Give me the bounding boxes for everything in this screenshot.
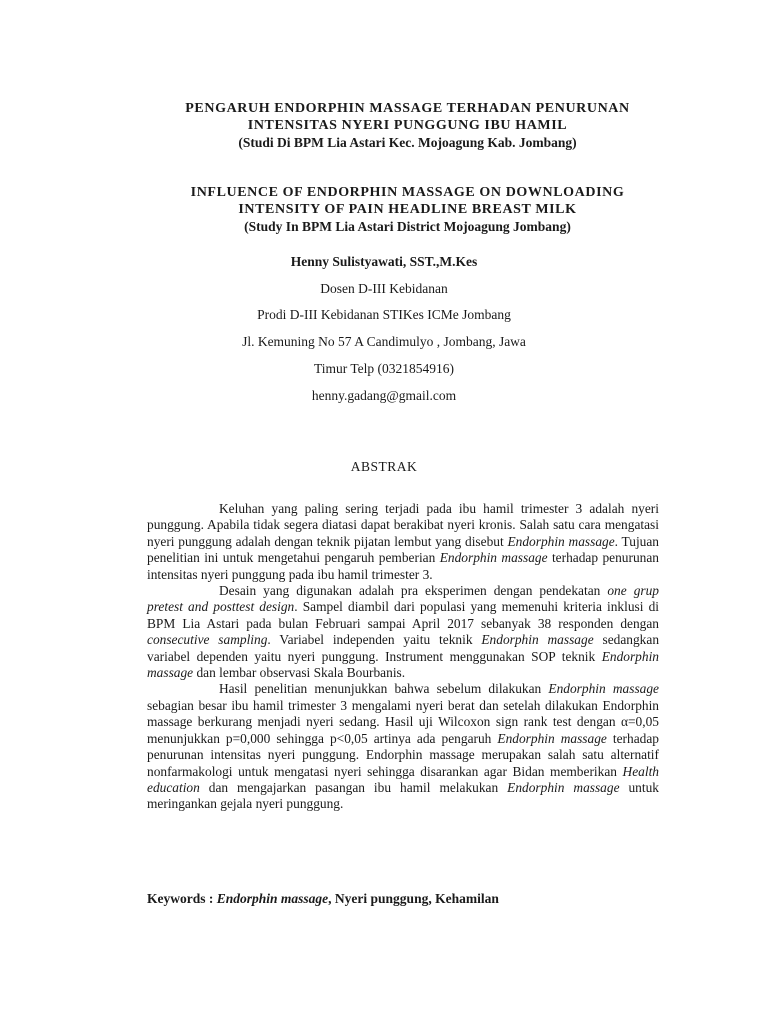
keyword-italic: Endorphin massage — [216, 891, 329, 906]
text-run: . Sampel diambil dari populasi yang memenuhi kriteria inklusi di BPM Lia Astari pada bulan Februari sampai April 2017 sebanyak 38 responden dengan — [147, 599, 659, 631]
italic-term: Health education — [147, 763, 659, 795]
text-run: dan mengajarkan pasangan ibu hamil melakukan — [199, 779, 508, 795]
author-address-1: Jl. Kemuning No 57 A Candimulyo , Jombang, Jawa — [242, 334, 526, 349]
keywords-rest: , Nyeri punggung, Kehamilan — [328, 891, 499, 906]
keywords-label: Keywords : — [147, 891, 217, 906]
title-en-line1: INFLUENCE OF ENDORPHIN MASSAGE ON DOWNLOADING — [190, 185, 625, 200]
text-run: Hasil penelitian menunjukkan bahwa sebelum dilakukan — [219, 681, 549, 697]
title-english — [100, 184, 715, 235]
title-en-line2: INTENSITY OF PAIN HEADLINE BREAST MILK — [238, 202, 577, 217]
italic-term: Endorphin massage — [481, 632, 594, 648]
italic-term: one grup pretest and posttest design — [147, 583, 659, 615]
text-run: terhadap penurunan intensitas nyeri punggung. Endorphin massage merupakan salah satu alternatif nonfarmakologi untuk mengatasi nyeri sehingga disarankan agar Bidan memberikan — [147, 730, 659, 779]
abstract-paragraph-1 — [147, 501, 659, 583]
text-run: terhadap penurunan intensitas nyeri punggung pada ibu hamil trimester 3. — [147, 550, 659, 582]
title-en-subtitle: (Study In BPM Lia Astari District Mojoagung Jombang) — [244, 219, 571, 234]
text-run: sebagian besar ibu hamil trimester 3 mengalami nyeri berat dan setelah dilakukan Endorphin massage berkurang menjadi nyeri sedang. Hasil uji Wilcoxon sign rank test dengan α=0,05 menunjukkan p=0,000 sehingga p<0,05 artinya ada pengaruh — [147, 697, 659, 746]
italic-term: Endorphin massage — [507, 779, 620, 795]
keywords-line — [147, 890, 707, 907]
text-run: . Variabel independen yaitu teknik — [267, 632, 482, 648]
text-run: sedangkan variabel dependen yaitu nyeri punggung. Instrument menggunakan SOP teknik — [147, 632, 660, 664]
title-id-line1: PENGARUH ENDORPHIN MASSAGE TERHADAN PENURUNAN — [185, 101, 630, 116]
title-id-line2: INTENSITAS NYERI PUNGGUNG IBU HAMIL — [247, 118, 568, 133]
abstract-body — [147, 501, 659, 813]
author-affiliation-2: Prodi D-III Kebidanan STIKes ICMe Jombang — [257, 307, 511, 322]
italic-term: Endorphin massage — [497, 730, 607, 746]
text-run: dan lembar observasi Skala Bourbanis. — [193, 665, 406, 681]
italic-term: Endorphin massage — [439, 550, 548, 566]
abstract-heading: ABSTRAK — [350, 459, 418, 474]
text-run: untuk meringankan gejala nyeri punggung. — [147, 779, 659, 812]
abstract-paragraph-2 — [147, 583, 659, 681]
text-run: . Tujuan penelitian ini untuk mengetahui pengaruh pemberian — [147, 533, 659, 566]
italic-term: Endorphin massage — [147, 648, 659, 681]
title-id-subtitle: (Studi Di BPM Lia Astari Kec. Mojoagung Kab. Jombang) — [238, 135, 577, 150]
italic-term: consecutive sampling — [147, 632, 268, 648]
italic-term: Endorphin massage — [507, 533, 615, 549]
italic-term: Endorphin massage — [548, 681, 659, 697]
text-run: Keluhan yang paling sering terjadi pada ibu hamil trimester 3 adalah nyeri punggung. Apabila tidak segera diatasi dapat berakibat nyeri kronis. Salah satu cara mengatasi nyeri punggung adalah dengan teknik pijatan lembut yang disebut — [147, 501, 659, 549]
author-address-2: Timur Telp (0321854916) — [313, 361, 455, 376]
author-name: Henny Sulistyawati, SST.,M.Kes — [290, 254, 478, 269]
author-affiliation-1: Dosen D-III Kebidanan — [320, 281, 448, 296]
abstract-paragraph-3 — [147, 681, 659, 812]
author-email: henny.gadang@gmail.com — [311, 388, 457, 403]
title-indonesian — [100, 100, 715, 151]
text-run: Desain yang digunakan adalah pra eksperimen dengan pendekatan — [219, 583, 608, 599]
